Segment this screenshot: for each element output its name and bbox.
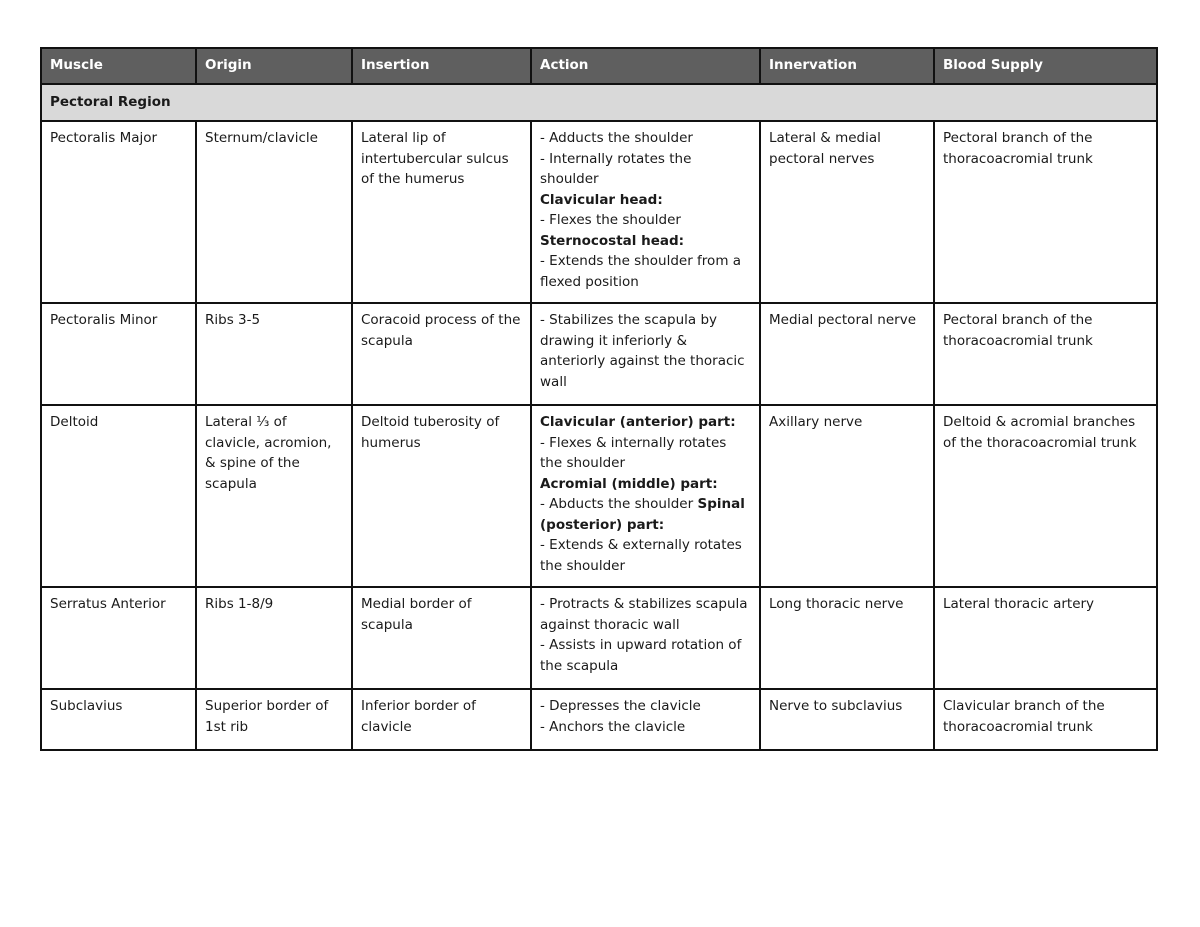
action-heading: Acromial (middle) part: [540, 475, 718, 492]
insertion-cell: Deltoid tuberosity of humerus [352, 405, 531, 587]
action-line: - Flexes & internally rotates the shoulder [540, 434, 727, 471]
blood-supply-cell: Lateral thoracic artery [934, 587, 1157, 689]
origin-cell: Lateral ⅓ of clavicle, acromion, & spine of the scapula [196, 405, 352, 587]
action-heading: Sternocostal head: [540, 232, 685, 249]
action-line: - Extends & externally rotates the shoulder [540, 537, 742, 574]
action-line: - Flexes the shoulder [540, 212, 681, 228]
innervation-cell: Medial pectoral nerve [760, 303, 934, 405]
origin-cell: Superior border of 1st rib [196, 689, 352, 750]
section-title: Pectoral Region [41, 84, 1157, 121]
action-heading: Spinal (posterior) part: [540, 496, 745, 533]
table-row [41, 689, 1157, 750]
action-line: - Anchors the clavicle [540, 718, 686, 735]
action-cell [531, 405, 760, 587]
action-cell [531, 303, 760, 405]
insertion-cell: Medial border of scapula [352, 587, 531, 689]
section-row [41, 84, 1157, 121]
muscle-cell: Subclavius [41, 689, 196, 750]
origin-cell: Ribs 3-5 [196, 303, 352, 405]
header-action: Action [531, 48, 760, 84]
muscle-cell: Serratus Anterior [41, 587, 196, 689]
action-line: - Assists in upward rotation of the scapula [540, 637, 742, 674]
insertion-cell: Lateral lip of intertubercular sulcus of the humerus [352, 121, 531, 303]
table-row [41, 121, 1157, 303]
action-line: - Stabilizes the scapula by drawing it inferiorly & anteriorly against the thoracic wall [540, 312, 745, 390]
action-cell [531, 587, 760, 689]
innervation-cell: Long thoracic nerve [760, 587, 934, 689]
muscle-cell: Deltoid [41, 405, 196, 587]
header-blood-supply: Blood Supply [934, 48, 1157, 84]
action-line: - Depresses the clavicle [540, 698, 701, 714]
action-heading: Clavicular (anterior) part: [540, 414, 736, 430]
origin-cell: Ribs 1-8/9 [196, 587, 352, 689]
action-line: - Internally rotates the shoulder [540, 150, 692, 187]
action-cell [531, 689, 760, 750]
muscle-table [40, 47, 1158, 751]
blood-supply-cell: Clavicular branch of the thoracoacromial trunk [934, 689, 1157, 750]
table-row [41, 303, 1157, 405]
header-muscle: Muscle [41, 48, 196, 84]
table-row [41, 587, 1157, 689]
action-line-combined [540, 494, 751, 535]
blood-supply-cell: Pectoral branch of the thoracoacromial trunk [934, 121, 1157, 303]
header-origin: Origin [196, 48, 352, 84]
header-insertion: Insertion [352, 48, 531, 84]
muscle-cell: Pectoralis Minor [41, 303, 196, 405]
header-innervation: Innervation [760, 48, 934, 84]
insertion-cell: Coracoid process of the scapula [352, 303, 531, 405]
action-heading: Clavicular head: [540, 191, 663, 208]
blood-supply-cell: Deltoid & acromial branches of the thoracoacromial trunk [934, 405, 1157, 587]
innervation-cell: Nerve to subclavius [760, 689, 934, 750]
innervation-cell: Axillary nerve [760, 405, 934, 587]
muscle-cell: Pectoralis Major [41, 121, 196, 303]
action-line: - Abducts the shoulder [540, 496, 694, 512]
innervation-cell: Lateral & medial pectoral nerves [760, 121, 934, 303]
table-row [41, 405, 1157, 587]
action-cell [531, 121, 760, 303]
blood-supply-cell: Pectoral branch of the thoracoacromial trunk [934, 303, 1157, 405]
header-row [41, 48, 1157, 84]
origin-cell: Sternum/clavicle [196, 121, 352, 303]
insertion-cell: Inferior border of clavicle [352, 689, 531, 750]
action-line: - Protracts & stabilizes scapula against thoracic wall [540, 596, 748, 633]
action-line: - Extends the shoulder from a flexed position [540, 253, 742, 290]
action-line: - Adducts the shoulder [540, 130, 693, 146]
